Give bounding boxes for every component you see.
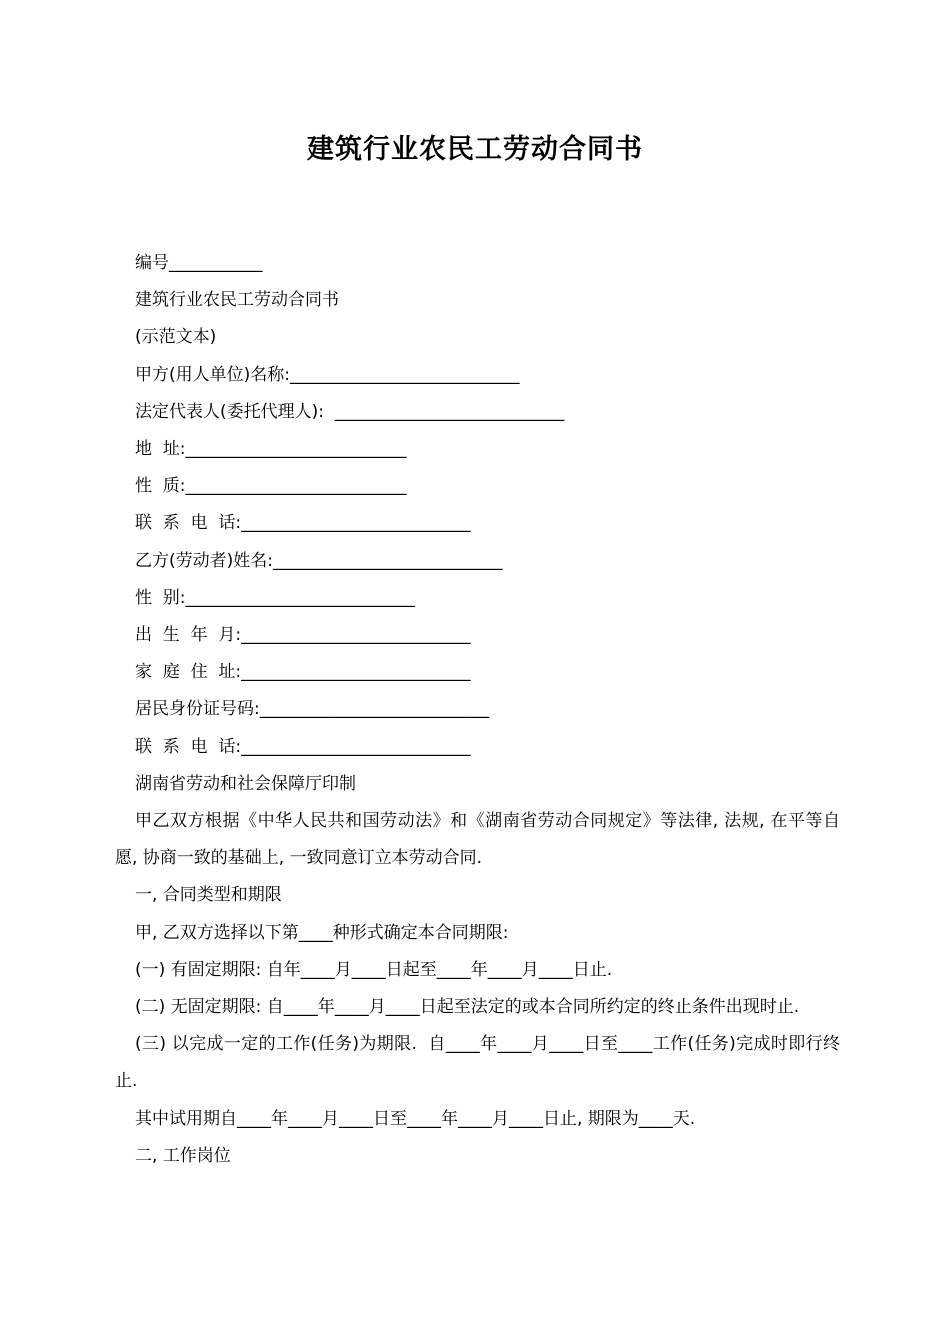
legal-representative-field: 法定代表人(委托代理人): ___________________________ xyxy=(135,401,565,422)
probation-clause: 其中试用期自____年____月____日至____年____月____日止, 期限为____天. xyxy=(135,1108,696,1129)
task-term-clause: (三) 以完成一定的工作(任务)为期限. 自____年____月____日至____工作(任务)完成时即行终止. xyxy=(115,1034,840,1092)
contract-number-line: 编号___________ xyxy=(135,253,263,273)
party-a-address-field: 地 址:__________________________ xyxy=(135,439,407,460)
party-a-name-field: 甲方(用人单位)名称:___________________________ xyxy=(135,364,520,385)
document-title: 建筑行业农民工劳动合同书 xyxy=(307,134,643,165)
party-b-gender-field: 性 别:___________________________ xyxy=(135,587,416,608)
party-a-phone-field: 联 系 电 话:___________________________ xyxy=(135,513,471,534)
template-note: (示范文本) xyxy=(135,327,217,348)
contract-form-choice: 甲, 乙双方选择以下第____种形式确定本合同期限: xyxy=(135,922,509,943)
party-b-phone-field: 联 系 电 话:___________________________ xyxy=(135,736,471,757)
party-b-address-field: 家 庭 住 址:___________________________ xyxy=(135,662,471,683)
party-b-id-field: 居民身份证号码:___________________________ xyxy=(135,699,490,720)
preamble-paragraph: 甲乙双方根据《中华人民共和国劳动法》和《湖南省劳动合同规定》等法律, 法规, 在平等自愿, 协商一致的基础上, 一致同意订立本劳动合同. xyxy=(115,811,840,869)
contract-subtitle: 建筑行业农民工劳动合同书 xyxy=(135,290,339,311)
document-body xyxy=(115,245,840,1175)
section-heading-job-position: 二, 工作岗位 xyxy=(135,1145,231,1166)
party-a-nature-field: 性 质:__________________________ xyxy=(135,476,407,497)
issuer-line: 湖南省劳动和社会保障厅印制 xyxy=(135,773,356,794)
party-b-birth-field: 出 生 年 月:___________________________ xyxy=(135,625,471,646)
open-term-clause: (二) 无固定期限: 自____年____月____日起至法定的或本合同所约定的终止条件出现时止. xyxy=(135,997,800,1018)
party-b-name-field: 乙方(劳动者)姓名:___________________________ xyxy=(135,550,503,571)
section-heading-contract-type: 一, 合同类型和期限 xyxy=(135,885,282,906)
fixed-term-clause: (一) 有固定期限: 自年____月____日起至____年____月____日止. xyxy=(135,959,613,980)
